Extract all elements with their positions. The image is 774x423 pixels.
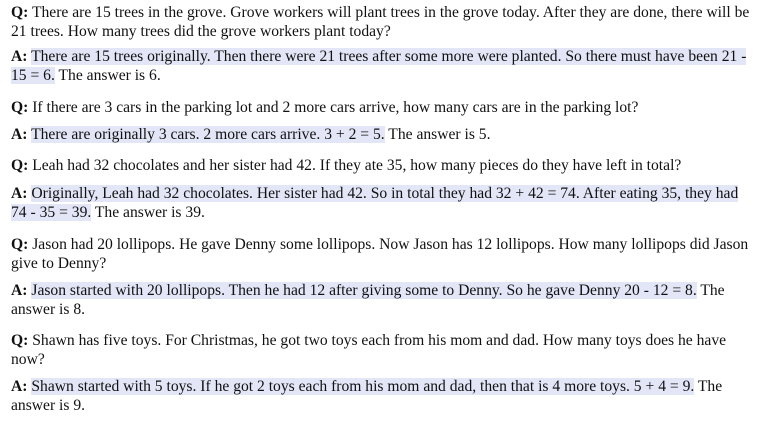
answer-label: A: [11,48,28,65]
answer-final: The answer is 8. [11,282,725,318]
answer-highlighted-reasoning: There are originally 3 cars. 2 more cars arrive. 3 + 2 = 5. [31,126,385,143]
answer-2 [11,125,755,144]
answer-label: A: [11,282,28,299]
answer-highlighted-reasoning: Originally, Leah had 32 chocolates. Her sister had 42. So in total they had 32 + 42 = 74. After eating 35, they had 74 - 35 = 39. [11,185,739,221]
question-label: Q: [11,157,29,174]
question-1 [11,3,755,41]
question-label: Q: [11,332,29,349]
question-2 [11,98,755,117]
question-4 [11,235,755,273]
answer-final: The answer is 5. [388,126,491,143]
question-label: Q: [11,99,29,116]
answer-label: A: [11,378,28,395]
answer-label: A: [11,126,28,143]
question-5 [11,331,755,369]
answer-5 [11,377,755,415]
answer-highlighted-reasoning: There are 15 trees originally. Then there were 21 trees after some more were planted. So there must have been 21 - 15 = 6. [11,48,747,84]
question-label: Q: [11,236,29,253]
answer-1 [11,47,755,85]
answer-label: A: [11,185,28,202]
question-3 [11,156,755,175]
question-text: Jason had 20 lollipops. He gave Denny some lollipops. Now Jason has 12 lollipops. How many lollipops did Jason give to Denny? [11,236,749,272]
answer-highlighted-reasoning: Jason started with 20 lollipops. Then he had 12 after giving some to Denny. So he gave Denny 20 - 12 = 8. [31,282,697,299]
question-label: Q: [11,4,29,21]
answer-final: The answer is 39. [94,204,205,221]
answer-final: The answer is 9. [11,378,723,414]
question-text: Shawn has five toys. For Christmas, he got two toys each from his mom and dad. How many toys does he have now? [11,332,727,368]
question-text: If there are 3 cars in the parking lot and 2 more cars arrive, how many cars are in the parking lot? [32,99,639,116]
answer-final: The answer is 6. [58,67,161,84]
answer-4 [11,281,755,319]
question-text: Leah had 32 chocolates and her sister had 42. If they ate 35, how many pieces do they have left in total? [32,157,682,174]
answer-highlighted-reasoning: Shawn started with 5 toys. If he got 2 toys each from his mom and dad, then that is 4 more toys. 5 + 4 = 9. [31,378,695,395]
question-text: There are 15 trees in the grove. Grove workers will plant trees in the grove today. After they are done, there will be 21 trees. How many trees did the grove workers plant today? [11,4,750,40]
answer-3 [11,184,755,222]
